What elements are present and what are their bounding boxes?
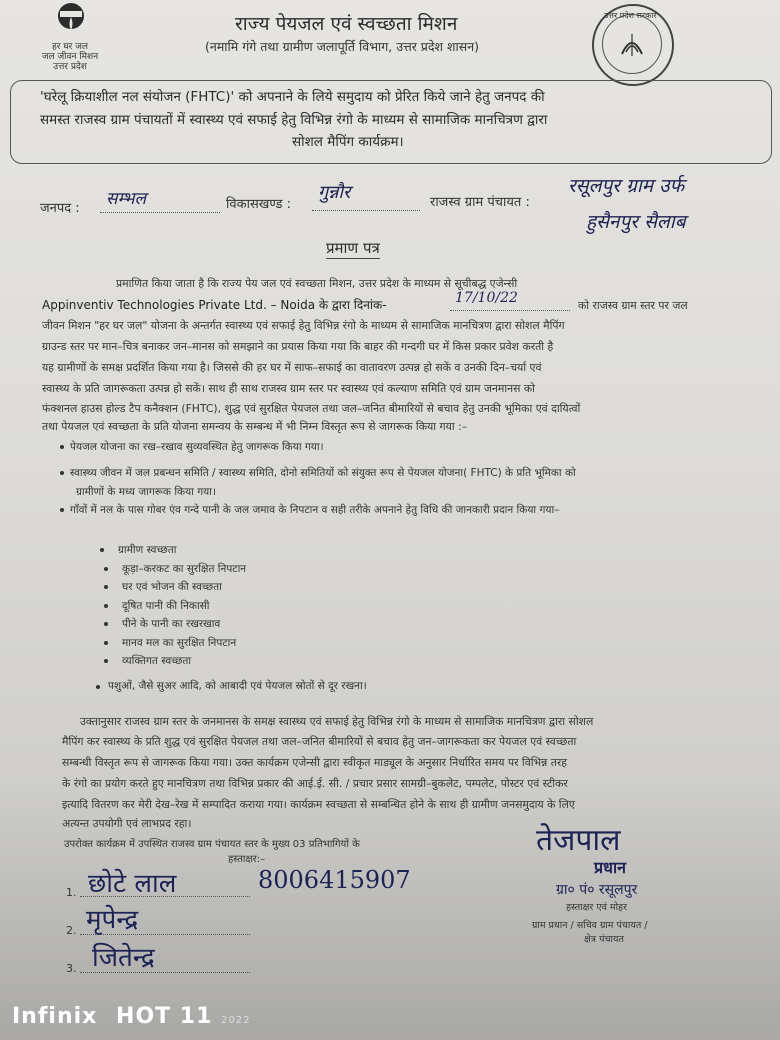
list-item: पीने के पानी का रखरखाव <box>104 617 404 633</box>
body-line-1: प्रमाणित किया जाता है कि राज्य पेय जल एवं स्वच्छता मिशन, उत्तर प्रदेश के माध्यम से सूचीबद्ध एजेन्सी <box>116 277 518 290</box>
certificate-title: प्रमाण पत्र <box>326 239 380 257</box>
body-line-3: जीवन मिशन "हर घर जल" योजना के अन्तर्गत स्वास्थ्य एवं सफाई हेतु विभिन्न रंगो के माध्यम से सामाजिक मानचित्रण द्वारा सोशल मैपिंग <box>42 319 565 332</box>
bullet-1: पेयजल योजना का रख–रखाव सुव्यवस्थित हेतु जागरूक किया गया। <box>60 440 760 456</box>
participants-intro-1: उपरोक्त कार्यक्रम में उपस्थित राजस्व ग्राम पंचायत स्तर के मुख्य 03 प्रतिभागियों के <box>64 839 360 850</box>
body-line-7: फंक्शनल हाउस होल्ड टैप कनैक्शन (FHTC), शुद्ध एवं सुरक्षित पेयजल तथा जल–जनित बीमारियों से बचाव हेतु उनकी भूमिका एवं दायित्वों <box>42 402 581 415</box>
gram-label: राजस्व ग्राम पंचायत : <box>430 195 530 210</box>
emblem-icon <box>616 28 648 60</box>
body-line-5: यह ग्रामीणों के समक्ष प्रदर्शित किया गया है। जिससे की हर घर में साफ–सफाई का वातावरण उत्पन्न हो सकें व उनकी दिन–चर्या एवं <box>42 361 542 374</box>
list-item: ग्रामीण स्वच्छता <box>100 543 400 559</box>
logo-text: हर घर जल जल जीवन मिशन उत्तर प्रदेश <box>41 42 99 72</box>
pradhan-village-stamp: ग्रा० पं० रसूलपुर <box>556 882 638 898</box>
bullet-2: स्वास्थ्य जीवन में जल प्रबन्धन समिति / स्वास्थ्य समिति, दोनो समितियों को संयुक्त रूप से पेयजल योजना( FHTC) के प्रति भूमिका को <box>60 466 760 482</box>
vikas-underline <box>312 210 420 211</box>
participant-3-num: 3. <box>66 962 77 975</box>
water-tap-icon <box>50 2 92 32</box>
mission-subtitle: (नमामि गंगे तथा ग्रामीण जलापूर्ति विभाग, उत्तर प्रदेश शासन) <box>205 39 480 54</box>
banner-line-1: 'घरेलू क्रियाशील नल संयोजन (FHTC)' को अपनाने के लिये समुदाय को प्रेरित किये जाने हेतु जनपद की <box>40 89 545 105</box>
para2-line-3: सम्बन्धी विस्तृत रूप से जागरूक किया गया। उक्त कार्यक्रम एजेन्सी द्वारा स्वीकृत माड्यूल के अनुसार निर्धारित समय पर विभिन्न तरह <box>62 756 568 769</box>
gram-value-2: हुसैनपुर सैलाब <box>586 211 686 233</box>
participant-3-line <box>80 972 250 973</box>
list-item: मानव मल का सुरक्षित निपटान <box>104 636 404 652</box>
bullet-3: गाँवों में नल के पास गोबर एंव गन्दे पानी के जल जमाव के निपटान व सही तरीके अपनाने हेतु विधि की जानकारी प्रदान किया गया– <box>60 503 760 519</box>
participant-1-name: छोटे लाल <box>88 869 177 899</box>
participant-2-line <box>80 934 250 935</box>
gram-value-1: रसूलपुर ग्राम उर्फ <box>568 175 685 197</box>
animals-bullet: पशुओं, जैसे सुअर आदि, को आबादी एवं पेयजल स्रोतों से दूर रखना। <box>96 680 596 696</box>
mission-title: राज्य पेयजल एवं स्वच्छता मिशन <box>235 13 458 35</box>
pradhan-signature: तेजपाल <box>536 823 621 858</box>
bullet-2-cont: ग्रामीणों के मध्य जागरूक किया गया। <box>76 486 216 498</box>
para2-line-2: मैपिंग कर स्वास्थ्य के प्रति शुद्ध एवं सुरक्षित पेयजल तथा जल–जनित बीमारियों से बचाव हेतु जन–जागरूकता कर पेयजल एवं स्वच्छता <box>62 735 577 748</box>
body-line-2b: को राजस्व ग्राम स्तर पर जल <box>578 299 688 312</box>
pradhan-title: प्रधान <box>594 858 626 877</box>
vikas-value: गुन्नौर <box>318 182 351 203</box>
body-line-6: स्वास्थ्य के प्रति जागरूकता उत्पन्न हो सकें। साथ ही साथ राजस्व ग्राम स्तर पर स्वास्थ्य एवं कल्याण समिति एवं ग्राम जनमानस को <box>42 382 535 395</box>
banner-line-2: समस्त राजस्व ग्राम पंचायतों में स्वास्थ्य एवं सफाई हेतु विभिन्न रंगो के माध्यम से सामाजिक मानचित्रण द्वारा <box>40 112 548 128</box>
participant-3-name: जितेन्द्र <box>92 943 155 973</box>
list-item: व्यक्तिगत स्वच्छता <box>104 654 404 670</box>
janpad-underline <box>100 212 220 213</box>
vikas-label: विकासखण्ड : <box>226 197 292 212</box>
participant-2-num: 2. <box>66 924 77 937</box>
watermark-brand: Infinix <box>12 1004 98 1029</box>
watermark-model: HOT 11 <box>116 1004 213 1029</box>
date-underline <box>450 310 570 311</box>
participant-1-line <box>80 896 250 897</box>
sign-label-3: क्षेत्र पंचायत <box>584 934 624 945</box>
body-line-4: ग्राउन्ड स्तर पर मान–चित्र बनाकर जन–मानस को समझाने का प्रयास किया गया कि बाहर की गन्दगी घर में किस प्रकार प्रवेश करती है <box>42 340 554 353</box>
banner-line-3: सोशल मैपिंग कार्यक्रम। <box>292 134 404 150</box>
list-item: कूड़ा–करकट का सुरक्षित निपटान <box>104 562 404 578</box>
participant-1-phone: 8006415907 <box>258 866 411 894</box>
participants-intro-2: हस्ताक्षर:– <box>228 854 266 865</box>
seal-text: उत्तर प्रदेश सरकार <box>604 11 657 20</box>
sign-label-2: ग्राम प्रधान / सचिव ग्राम पंचायत / <box>532 920 648 931</box>
watermark-year: 2022 <box>221 1015 251 1026</box>
list-item: दूषित पानी की निकासी <box>104 599 404 615</box>
participant-1-num: 1. <box>66 886 77 899</box>
para2-line-6: अत्यन्त उपयोगी एवं लाभप्रद रहा। <box>62 817 192 830</box>
body-line-2a: Appinventiv Technologies Private Ltd. – Noida के द्वारा दिनांक- <box>42 298 387 312</box>
sign-label-1: हस्ताक्षर एवं मोहर <box>566 902 627 913</box>
up-government-seal <box>592 4 674 86</box>
para2-line-4: के रंगो का प्रयोग करते हुए मानचित्रण तथा विभिन्न प्रकार की आई.ई. सी. / प्रचार प्रसार सामग्री–बुकलेट, पम्पलेट, पोस्टर एवं स्टीकर <box>62 777 568 790</box>
para2-line-1: उक्तानुसार राजस्व ग्राम स्तर के जनमानस के समक्ष स्वास्थ्य एवं सफाई हेतु विभिन्न रंगो के माध्यम से सामाजिक मानचित्रण द्वारा सोशल <box>80 715 594 728</box>
janpad-value: सम्भल <box>106 189 147 209</box>
body-date: 17/10/22 <box>455 290 518 306</box>
body-line-8: तथा पेयजल एवं स्वच्छता के प्रति योजना समन्वय के सम्बन्ध में भी निम्न विस्तृत रूप से जागरूक किया गया :– <box>42 420 468 433</box>
list-item: घर एवं भोजन की स्वच्छता <box>104 580 404 596</box>
participant-2-name: मृपेन्द्र <box>86 905 139 935</box>
camera-watermark <box>12 1004 251 1029</box>
janpad-label: जनपद : <box>40 201 80 216</box>
para2-line-5: इत्यादि वितरण कर मेरी देख–रेख में सम्पादित कराया गया। कार्यक्रम स्वच्छता से सम्बन्धित होने के साथ ही ग्रामीण जनसमुदाय के लिए <box>62 798 575 811</box>
har-ghar-jal-logo <box>30 2 100 72</box>
